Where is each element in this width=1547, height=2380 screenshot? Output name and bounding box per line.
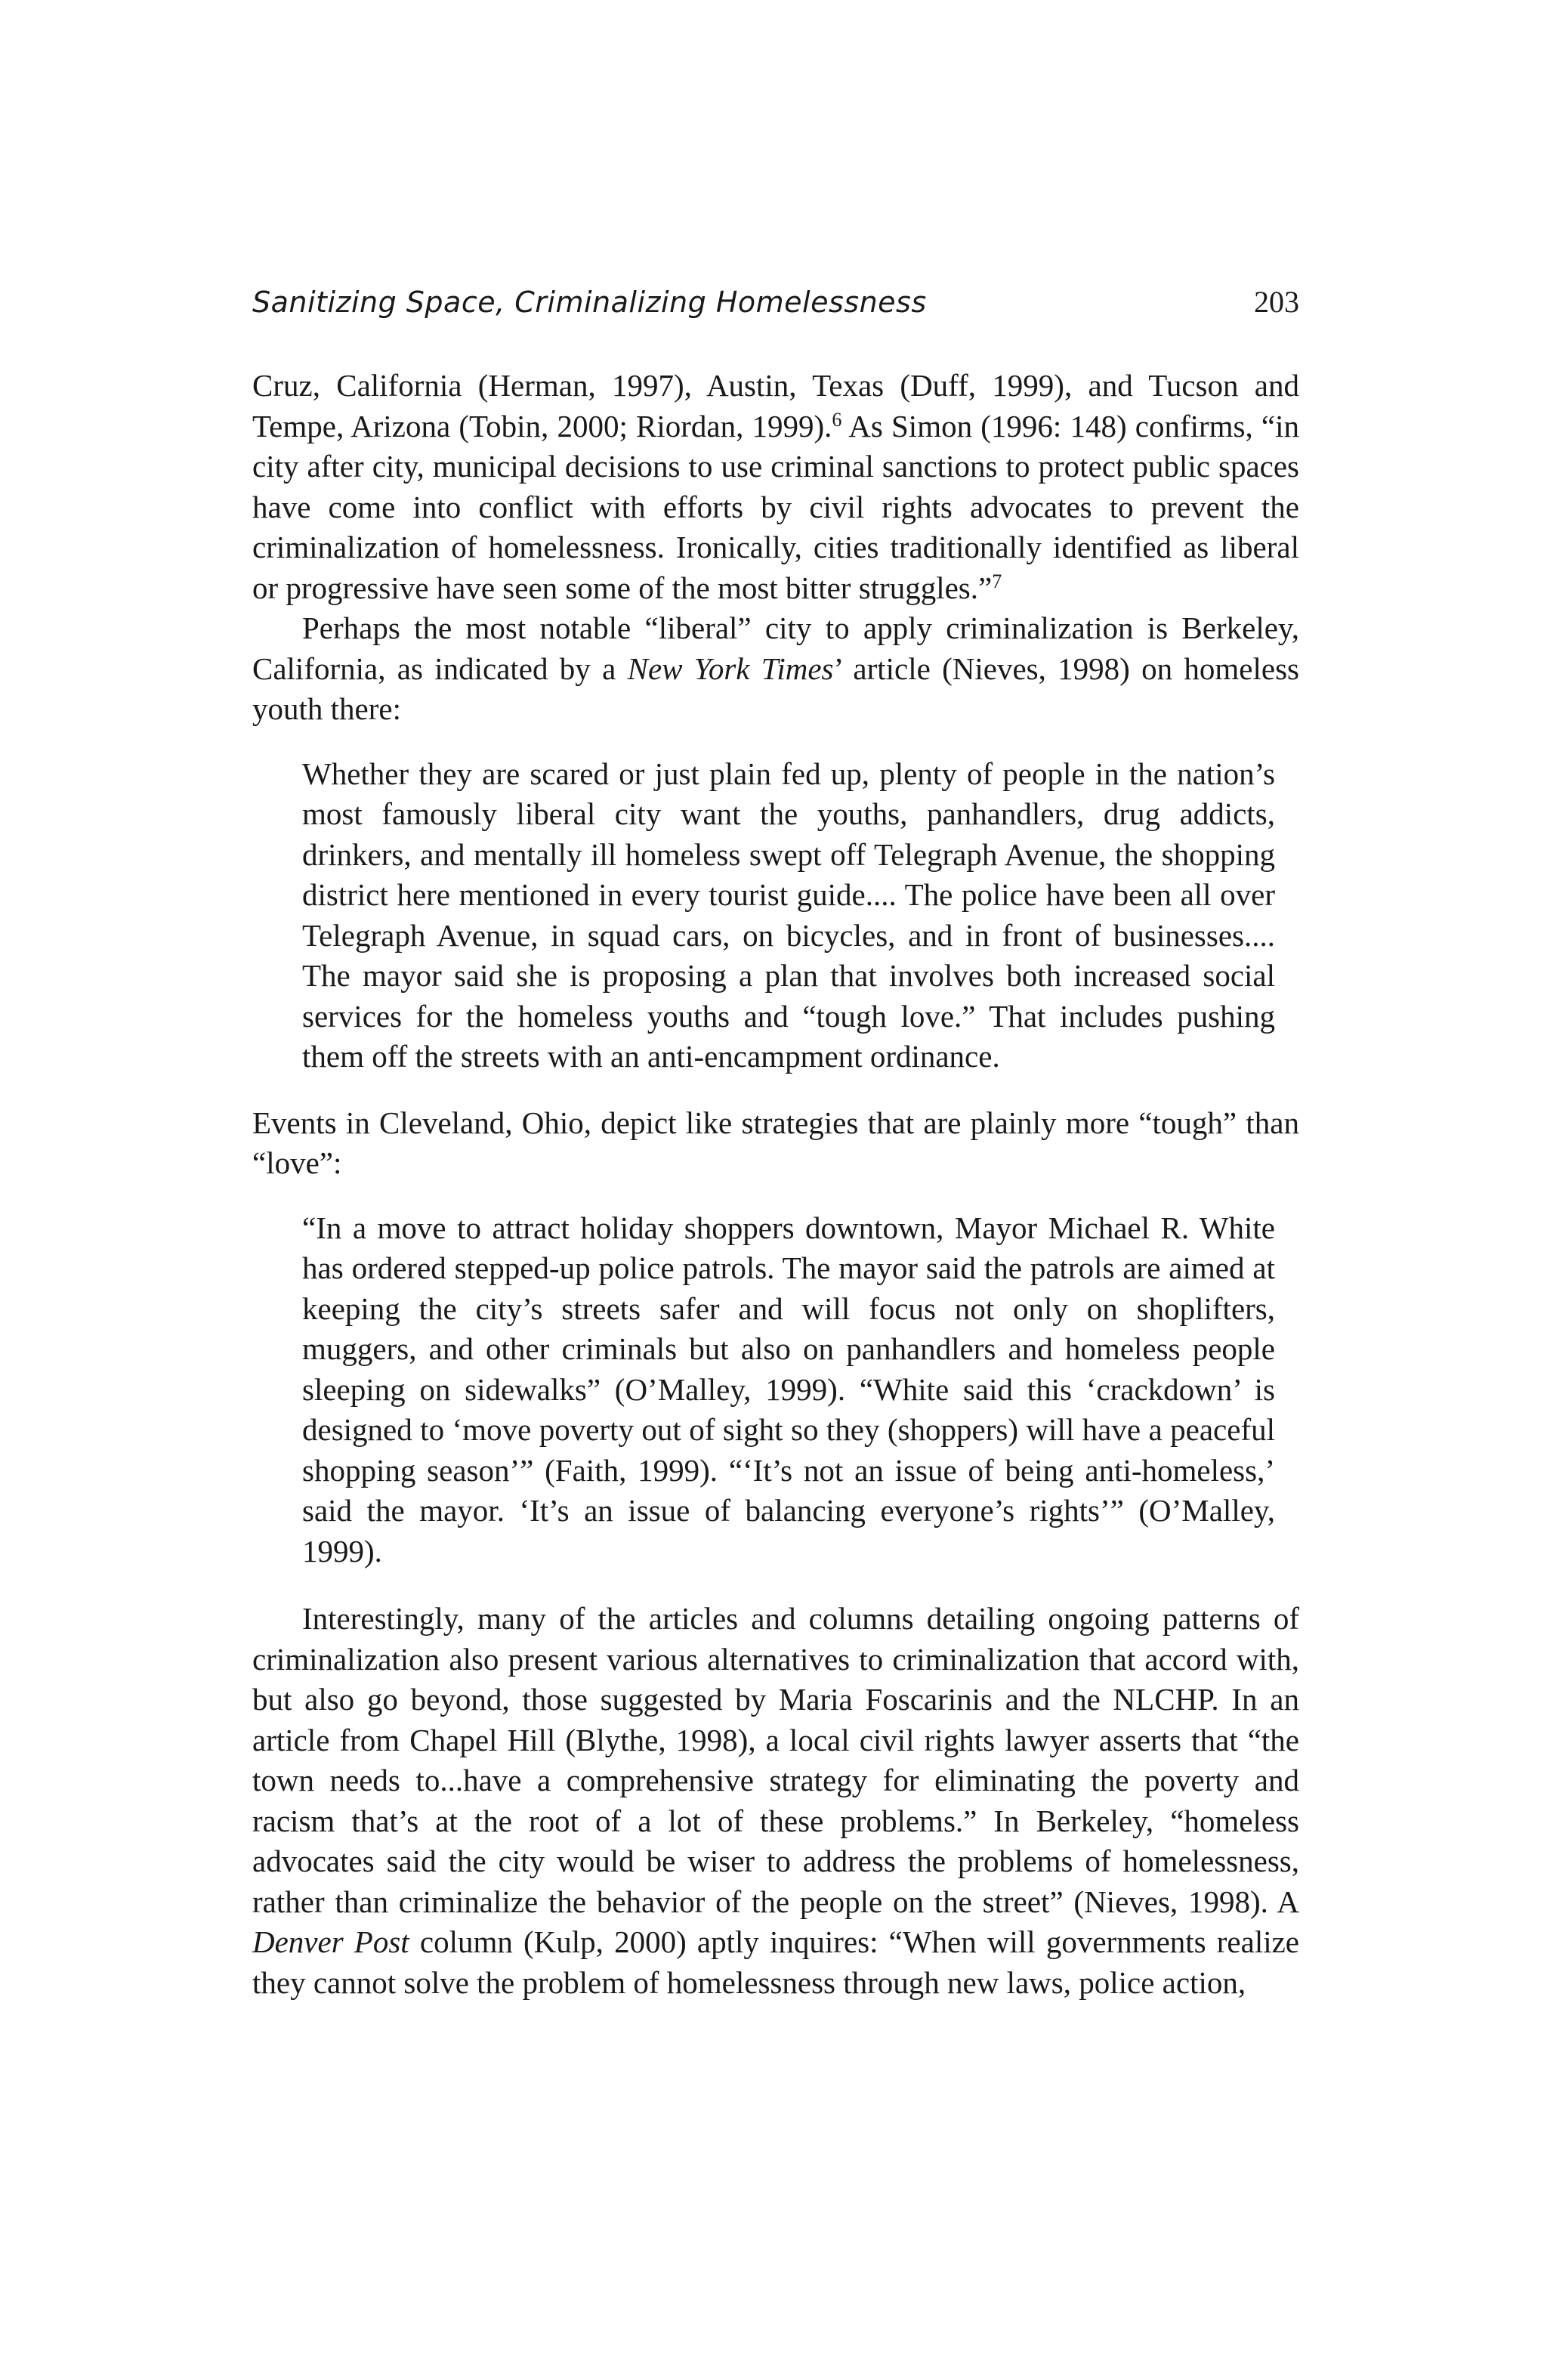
running-head	[252, 280, 1299, 325]
block-quote-berkeley: Whether they are scared or just plain fed up, plenty of people in the nation’s most famously liberal city want the youths, panhandlers, drug addicts, drinkers, and mentally ill homeless swept off Telegraph Avenue, the shopping district here mentioned in every tourist guide.... The police have been all over Telegraph Avenue, in squad cars, on bicycles, and in front of businesses.... The mayor said she is proposing a plan that involves both increased social services for the homeless youths and “tough love.” That includes pushing them off the streets with an anti-encampment ordinance.	[302, 756, 1275, 1074]
footnote-marker-7: 7	[992, 570, 1002, 592]
page-number: 203	[1254, 285, 1299, 319]
paragraph-4-text: Interestingly, many of the articles and columns detailing ongoing patterns of criminalization also present various alternatives to criminalization that accord with, but also go beyond, those suggested by Maria Foscarinis and the NLCHP. In an article from Chapel Hill (Blythe, 1998), a local civil rights lawyer asserts that “the town needs to...have a comprehensive strategy for eliminating the poverty and racism that’s at the root of a lot of these problems.” In Berkeley, “homeless advocates said the city would be wiser to address the problems of homelessness, rather than criminalize the behavior of the people on the street” (Nieves, 1998). A	[252, 1601, 1299, 1919]
paragraph-1-text-continued: As Simon (1996: 148) confirms, “in city after city, municipal decisions to use criminal sanctions to protect public spaces have come into conflict with efforts by civil rights advocates to prevent the criminalization of homelessness. Ironically, cities traditionally identified as liberal or progressive have seen some of the most bitter struggles.”	[252, 408, 1299, 605]
paragraph-1	[252, 366, 1299, 608]
running-title: Sanitizing Space, Criminalizing Homelessness	[252, 286, 927, 319]
block-quote-cleveland: “In a move to attract holiday shoppers downtown, Mayor Michael R. White has ordered stepped-up police patrols. The mayor said the patrols are aimed at keeping the city’s streets safer and will focus not only on shoplifters, muggers, and other criminals but also on panhandlers and homeless people sleeping on sidewalks” (O’Malley, 1999). “White said this ‘crackdown’ is designed to ‘move poverty out of sight so they (shoppers) will have a peaceful shopping season’” (Faith, 1999). “‘It’s not an issue of being anti-homeless,’ said the mayor. ‘It’s an issue of balancing everyone’s rights’” (O’Malley, 1999).	[302, 1210, 1275, 1569]
paragraph-1-text: Cruz, California (Herman, 1997), Austin, Texas (Duff, 1999), and Tucson and Tempe, Arizona (Tobin, 2000; Riordan, 1999).	[252, 368, 1299, 444]
newspaper-title-nyt: New York Times	[627, 651, 834, 686]
paragraph-4-text-continued: column (Kulp, 2000) aptly inquires: “When will governments realize they cannot solve the problem of homelessness through new laws, police action,	[252, 1924, 1299, 2000]
paragraph-4	[252, 1599, 1299, 2003]
paragraph-3: Events in Cleveland, Ohio, depict like strategies that are plainly more “tough” than “love”:	[252, 1105, 1299, 1180]
paragraph-2	[252, 608, 1299, 730]
paragraph-2-text: Perhaps the most notable “liberal” city to apply criminalization is Berkeley, California, as indicated by a	[252, 610, 1299, 686]
footnote-marker-6: 6	[832, 408, 842, 431]
body-text	[252, 366, 1299, 2003]
newspaper-title-denver-post: Denver Post	[252, 1924, 409, 1959]
paragraph-2-text-continued: ’ article (Nieves, 1998) on homeless youth there:	[252, 651, 1300, 726]
